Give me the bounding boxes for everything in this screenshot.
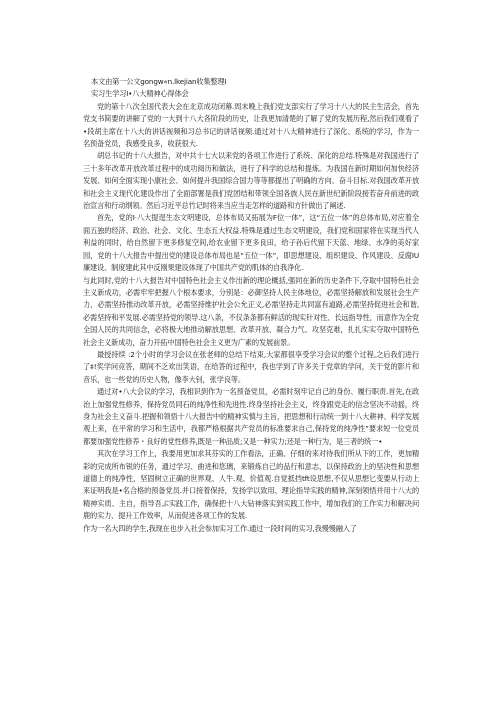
paragraph-party-spirit: 通过对•八大会议的学习，我相识到作为一名预备党员，必需时刻牢记自己的身份、履行职责.首先,在政治上加强党性修养，保持党员同石的纯净性和先进性.终身坚持社会主义，终身跟党走的信念坚决不动摇，终身为社会主义奋斗.把握和领悟十八大报告中的精神实慎与主旨，把思想和行动统一到十八大耕神、科学发展观上来，在平常的学习和生活中，我都严格根据共产党员的标准要求自己,保持党的纯净性”要求短一位党员都要加强党性修养・良好的党性修养,既是一种品质;又是一种实力;还是一种行为，是三者的统一• — [83, 387, 419, 446]
document-title: 实习生学习I•八大精神心得体会 — [91, 89, 189, 99]
paragraph-eight-requirements: 与此同时,党的十八大报告对中国特色社会主义作出新的理论概括,强同在新的历史条件下,夺取中国特色社会主义新成功，必需牢牢把握八个根本要求，分别是：必御坚持人民主体地位，必需坚持解放和发展社会生产力，必需坚持推动改革开放，必需坚持维护社会公允正义,必需坚持走共同富有道路,必需坚持促进社会和谐,必需坚持和平发展.必需坚持党的领导.这八条，不仅条条都有鲜活的现实针对性、长远指导性，而意作为全党全国人民的共同信念，必将极大地推动解放思想、改革开放、凝合力气、攻坚克难，扎扎实实夺取中国特色社会主义新成功，奋力开拓中国特色社会主义更为广素的发展前景。 — [83, 275, 419, 347]
paragraph-internship: 作为一名大四的学生,我现在也步入社会参加实习工作.通过一段时间的实习,我慢慢融入了 — [83, 523, 357, 533]
paragraph-report-summary: 胡总书记的十八大报告，对中共十七大以来党的各项工作进行了系统、深化的总结.特殊是对我国进行了三十多年改革开放改革过程中的成功阅历和做法，进行了科学的总结和提炼。为我国在新时期如何加快经济发展、如何全面实现小康社会、如何提升我国综合国力等等都提出了明确的方向、奋斗目标.对我国改革开放和社会主义现代化建设作出了全面部署是我们党团结和带领全国各族人民在新世纪新阶段接若奋舟前进的政治宣言和行动纲领。然后习近平总竹记时将来当应当走怎样的道路和方针做出了阐述. — [83, 151, 419, 211]
paragraph-intro: 党的第十八次全国代表大会在北京成功闭幕.周末晚上我们党支部实行了学习十八大的民主生活会，首先党支书简要的讲解了党的一大到十八大各阶段的历史，让我更加清楚的了解了党的发展历程,然后我们观看了•段胡主席在十八大的讲话视频和习总书记的讲话视频.通过对十八大精神进行了深化、系统的学习，作为一名预备党员，我感受良多，收获很大. — [83, 101, 419, 149]
paragraph-meeting-summary: 最授持续 :2个小时的学习会议在张老师的总结下结束,大家都很享受学习会议的整个过程,之后我们进行了‡!奖学问竞答，期间不乏欢出笑语，在给答的过程中，我也学到了许多关于党章的学问，关于党的影片和音乐，也一些党的历史人物，像李大钊，张学良等。 — [83, 349, 419, 384]
source-line: 本文由第一公文gongw«n.lkejian收集整理I — [91, 77, 227, 86]
document-body — [83, 76, 419, 535]
paragraph-five-in-one: 首先，党的I·八大提逞生态文明建设，总体布局又拓展为F位一体”，这“五位一体”的总体布局,对应着全面五独的经济、政治、社会、文化、生态五大权益.特殊是通过生态文明建设，我们党和国家将在实现当代人利益的同时，给自然留下更多修复空间,给农业留下更多良田，给子孙后代留下天蓝、地绿、水净的美好家园，党的十八大报告中提出党的建设总体布局也是“五位一体”，即思想建设、组织建设、作风建设、反腐IU廉建设、制度建此其中反刚果建设体现了中国共产党的肌体的自我净化. — [83, 213, 419, 273]
paragraph-work-study: 其次在学习工作上，我要用更加求其芬实的工作看法，正确、仔细的来对待我们所从下的工作，更加精彩的完成所布锐的任务，通过学习、曲进和您璃，来锻炼自己的品行和意志，以保持政治上的坚决性和思想道德上的纯净性，坚固树立正确的世界观、人牛.观、价值观.自觉抵挡tft设思想,不仅从思想匕变要从行动上来证明我是•名合格的预备党员.并口接着保持，发扬学以致用、理论指导实践的精神,深刻领悟并用十八大的精神实质、主自，指导吾ぶ实践工作，确保把十八大钻神落实到实践工作中，增加我们的工作实力和解决问鹿的实力、提升工作效率，从而促进各项工作的发展. — [83, 449, 419, 521]
